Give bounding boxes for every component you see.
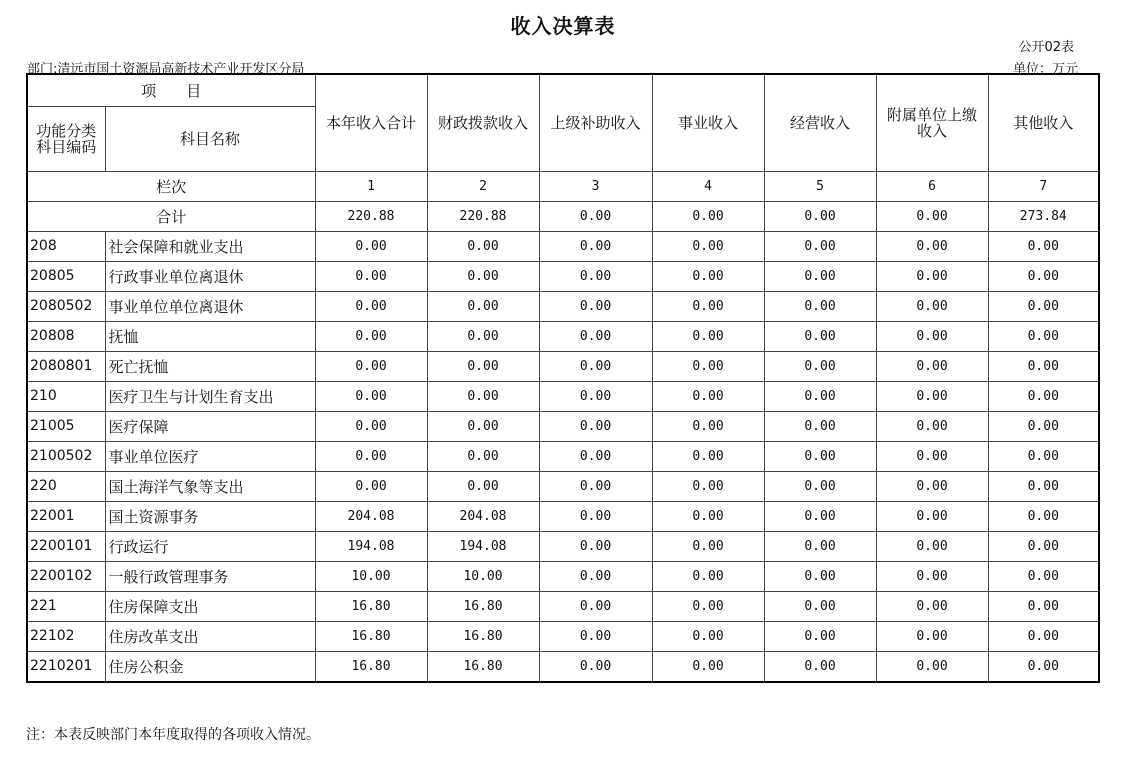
subject-name: 国土资源事务 xyxy=(105,501,315,531)
header-item: 项 目 xyxy=(28,75,315,106)
table-row xyxy=(28,561,1098,591)
table-row xyxy=(28,261,1098,291)
index-cell: 4 xyxy=(652,171,764,201)
subject-code: 21005 xyxy=(28,411,105,441)
amount-cell: 0.00 xyxy=(315,321,427,351)
table-row xyxy=(28,501,1098,531)
subject-name: 事业单位医疗 xyxy=(105,441,315,471)
subject-code: 2210201 xyxy=(28,651,105,681)
amount-cell: 0.00 xyxy=(764,531,876,561)
amount-cell: 0.00 xyxy=(539,471,652,501)
subject-name: 事业单位单位离退休 xyxy=(105,291,315,321)
amount-cell: 0.00 xyxy=(539,651,652,681)
amount-cell: 16.80 xyxy=(427,621,539,651)
amount-cell: 0.00 xyxy=(652,231,764,261)
amount-cell: 0.00 xyxy=(988,411,1098,441)
amount-cell: 0.00 xyxy=(315,351,427,381)
total-cell: 0.00 xyxy=(652,201,764,231)
subject-name: 抚恤 xyxy=(105,321,315,351)
amount-cell: 0.00 xyxy=(652,351,764,381)
amount-cell: 0.00 xyxy=(764,621,876,651)
amount-cell: 0.00 xyxy=(315,261,427,291)
amount-cell: 0.00 xyxy=(427,261,539,291)
amount-cell: 0.00 xyxy=(764,471,876,501)
amount-cell: 10.00 xyxy=(427,561,539,591)
index-row-label: 栏次 xyxy=(28,171,315,201)
income-table-frame xyxy=(26,73,1100,683)
amount-cell: 0.00 xyxy=(539,321,652,351)
subject-code: 20805 xyxy=(28,261,105,291)
table-row xyxy=(28,381,1098,411)
header-col-3: 上级补助收入 xyxy=(539,75,652,171)
form-number: 公开02表 xyxy=(1018,40,1074,55)
amount-cell: 0.00 xyxy=(315,471,427,501)
amount-cell: 0.00 xyxy=(876,441,988,471)
amount-cell: 0.00 xyxy=(876,591,988,621)
amount-cell: 0.00 xyxy=(315,441,427,471)
amount-cell: 0.00 xyxy=(539,411,652,441)
amount-cell: 0.00 xyxy=(988,501,1098,531)
index-cell: 5 xyxy=(764,171,876,201)
amount-cell: 0.00 xyxy=(988,651,1098,681)
table-row xyxy=(28,591,1098,621)
amount-cell: 16.80 xyxy=(427,591,539,621)
amount-cell: 0.00 xyxy=(876,351,988,381)
amount-cell: 0.00 xyxy=(315,411,427,441)
table-row xyxy=(28,441,1098,471)
amount-cell: 0.00 xyxy=(764,561,876,591)
amount-cell: 0.00 xyxy=(427,321,539,351)
total-cell: 220.88 xyxy=(427,201,539,231)
amount-cell: 0.00 xyxy=(315,291,427,321)
amount-cell: 10.00 xyxy=(315,561,427,591)
amount-cell: 0.00 xyxy=(764,591,876,621)
subject-name: 国土海洋气象等支出 xyxy=(105,471,315,501)
amount-cell: 0.00 xyxy=(988,381,1098,411)
amount-cell: 0.00 xyxy=(652,381,764,411)
amount-cell: 194.08 xyxy=(427,531,539,561)
amount-cell: 0.00 xyxy=(764,411,876,441)
table-row xyxy=(28,531,1098,561)
amount-cell: 0.00 xyxy=(764,321,876,351)
subject-code: 22001 xyxy=(28,501,105,531)
amount-cell: 0.00 xyxy=(427,441,539,471)
table-row xyxy=(28,351,1098,381)
amount-cell: 0.00 xyxy=(652,471,764,501)
subject-code: 22102 xyxy=(28,621,105,651)
amount-cell: 0.00 xyxy=(876,411,988,441)
amount-cell: 16.80 xyxy=(427,651,539,681)
amount-cell: 0.00 xyxy=(988,321,1098,351)
header-col-4: 事业收入 xyxy=(652,75,764,171)
total-cell: 0.00 xyxy=(764,201,876,231)
amount-cell: 0.00 xyxy=(427,291,539,321)
amount-cell: 0.00 xyxy=(876,501,988,531)
table-row xyxy=(28,321,1098,351)
amount-cell: 0.00 xyxy=(876,381,988,411)
amount-cell: 0.00 xyxy=(427,381,539,411)
header-col-1: 本年收入合计 xyxy=(315,75,427,171)
amount-cell: 0.00 xyxy=(539,531,652,561)
amount-cell: 0.00 xyxy=(764,351,876,381)
amount-cell: 0.00 xyxy=(539,381,652,411)
amount-cell: 0.00 xyxy=(876,471,988,501)
subject-code: 2100502 xyxy=(28,441,105,471)
index-cell: 6 xyxy=(876,171,988,201)
total-cell: 273.84 xyxy=(988,201,1098,231)
subject-code: 2080801 xyxy=(28,351,105,381)
amount-cell: 0.00 xyxy=(876,231,988,261)
subject-code: 220 xyxy=(28,471,105,501)
amount-cell: 0.00 xyxy=(539,231,652,261)
table-row xyxy=(28,291,1098,321)
amount-cell: 0.00 xyxy=(652,591,764,621)
table-row xyxy=(28,411,1098,441)
subject-name: 一般行政管理事务 xyxy=(105,561,315,591)
table-note: 注：本表反映部门本年度取得的各项收入情况。 xyxy=(26,727,320,743)
subject-name: 住房改革支出 xyxy=(105,621,315,651)
amount-cell: 0.00 xyxy=(652,411,764,441)
amount-cell: 16.80 xyxy=(315,621,427,651)
index-cell: 2 xyxy=(427,171,539,201)
amount-cell: 0.00 xyxy=(876,621,988,651)
amount-cell: 0.00 xyxy=(876,561,988,591)
amount-cell: 0.00 xyxy=(988,621,1098,651)
table-row xyxy=(28,231,1098,261)
amount-cell: 0.00 xyxy=(988,441,1098,471)
amount-cell: 0.00 xyxy=(764,441,876,471)
subject-code: 208 xyxy=(28,231,105,261)
amount-cell: 0.00 xyxy=(539,591,652,621)
amount-cell: 0.00 xyxy=(876,321,988,351)
header-col-5: 经营收入 xyxy=(764,75,876,171)
amount-cell: 0.00 xyxy=(876,531,988,561)
amount-cell: 0.00 xyxy=(539,621,652,651)
amount-cell: 0.00 xyxy=(988,591,1098,621)
subject-name: 医疗卫生与计划生育支出 xyxy=(105,381,315,411)
amount-cell: 0.00 xyxy=(539,291,652,321)
subject-name: 住房公积金 xyxy=(105,651,315,681)
amount-cell: 0.00 xyxy=(539,501,652,531)
subject-name: 医疗保障 xyxy=(105,411,315,441)
amount-cell: 0.00 xyxy=(539,561,652,591)
amount-cell: 0.00 xyxy=(876,291,988,321)
header-code: 功能分类科目编码 xyxy=(28,106,105,171)
total-cell: 0.00 xyxy=(876,201,988,231)
amount-cell: 0.00 xyxy=(315,231,427,261)
index-cell: 7 xyxy=(988,171,1098,201)
index-cell: 1 xyxy=(315,171,427,201)
income-table xyxy=(28,75,1098,681)
table-row xyxy=(28,471,1098,501)
amount-cell: 0.00 xyxy=(764,231,876,261)
subject-code: 2200101 xyxy=(28,531,105,561)
subject-code: 221 xyxy=(28,591,105,621)
index-cell: 3 xyxy=(539,171,652,201)
subject-name: 社会保障和就业支出 xyxy=(105,231,315,261)
amount-cell: 16.80 xyxy=(315,651,427,681)
amount-cell: 0.00 xyxy=(539,261,652,291)
subject-name: 行政事业单位离退休 xyxy=(105,261,315,291)
amount-cell: 0.00 xyxy=(652,261,764,291)
amount-cell: 0.00 xyxy=(652,291,764,321)
subject-code: 20808 xyxy=(28,321,105,351)
amount-cell: 0.00 xyxy=(427,411,539,441)
header-name: 科目名称 xyxy=(105,106,315,171)
subject-code: 210 xyxy=(28,381,105,411)
amount-cell: 0.00 xyxy=(764,261,876,291)
amount-cell: 0.00 xyxy=(539,441,652,471)
amount-cell: 0.00 xyxy=(427,351,539,381)
amount-cell: 204.08 xyxy=(315,501,427,531)
department-label: 部门:清远市国土资源局高新技术产业开发区分局 xyxy=(27,62,305,77)
amount-cell: 0.00 xyxy=(652,621,764,651)
subject-name: 行政运行 xyxy=(105,531,315,561)
amount-cell: 0.00 xyxy=(652,531,764,561)
amount-cell: 0.00 xyxy=(988,261,1098,291)
header-col-7: 其他收入 xyxy=(988,75,1098,171)
amount-cell: 194.08 xyxy=(315,531,427,561)
total-cell: 220.88 xyxy=(315,201,427,231)
table-row xyxy=(28,651,1098,681)
amount-cell: 0.00 xyxy=(764,651,876,681)
total-row-label: 合计 xyxy=(28,201,315,231)
table-row xyxy=(28,621,1098,651)
subject-code: 2080502 xyxy=(28,291,105,321)
amount-cell: 0.00 xyxy=(315,381,427,411)
amount-cell: 0.00 xyxy=(988,351,1098,381)
subject-name: 住房保障支出 xyxy=(105,591,315,621)
amount-cell: 0.00 xyxy=(652,561,764,591)
header-col-2: 财政拨款收入 xyxy=(427,75,539,171)
amount-cell: 0.00 xyxy=(988,231,1098,261)
amount-cell: 0.00 xyxy=(876,261,988,291)
header-col-6: 附属单位上缴收入 xyxy=(876,75,988,171)
amount-cell: 204.08 xyxy=(427,501,539,531)
amount-cell: 0.00 xyxy=(427,471,539,501)
amount-cell: 0.00 xyxy=(652,321,764,351)
amount-cell: 0.00 xyxy=(539,351,652,381)
amount-cell: 0.00 xyxy=(764,501,876,531)
subject-name: 死亡抚恤 xyxy=(105,351,315,381)
unit-label: 单位：万元 xyxy=(1012,62,1078,77)
amount-cell: 0.00 xyxy=(988,531,1098,561)
amount-cell: 16.80 xyxy=(315,591,427,621)
amount-cell: 0.00 xyxy=(652,441,764,471)
subject-code: 2200102 xyxy=(28,561,105,591)
amount-cell: 0.00 xyxy=(764,381,876,411)
report-title: 收入决算表 xyxy=(510,14,616,38)
total-cell: 0.00 xyxy=(539,201,652,231)
amount-cell: 0.00 xyxy=(652,501,764,531)
amount-cell: 0.00 xyxy=(988,291,1098,321)
amount-cell: 0.00 xyxy=(876,651,988,681)
amount-cell: 0.00 xyxy=(988,561,1098,591)
amount-cell: 0.00 xyxy=(427,231,539,261)
amount-cell: 0.00 xyxy=(988,471,1098,501)
amount-cell: 0.00 xyxy=(764,291,876,321)
amount-cell: 0.00 xyxy=(652,651,764,681)
